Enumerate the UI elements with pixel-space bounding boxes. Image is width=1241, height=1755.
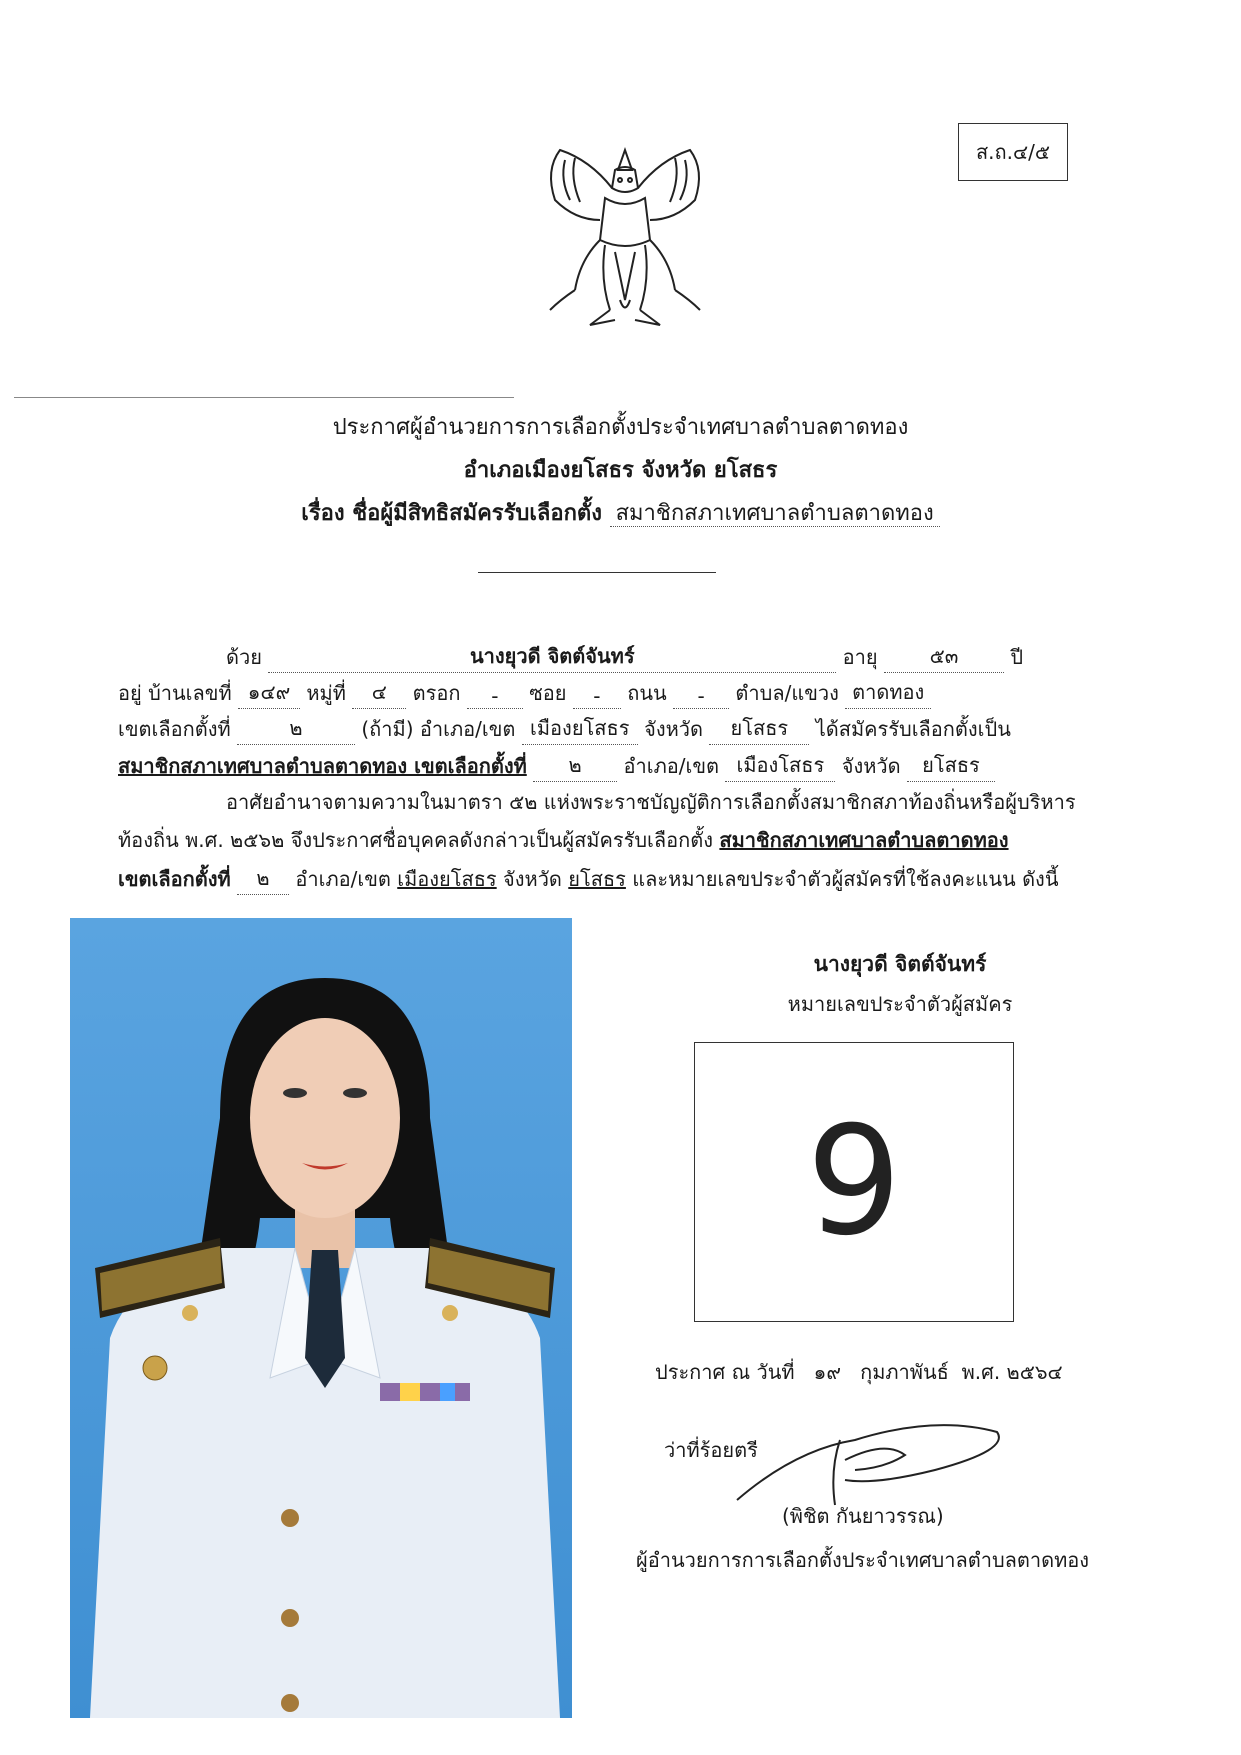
moo-value: ๔	[352, 676, 406, 709]
candidate-number-caption: หมายเลขประจำตัวผู้สมัคร	[787, 992, 1013, 1016]
garuda-emblem	[520, 140, 730, 336]
announcement-title: ประกาศผู้อำนวยการการเลือกตั้งประจำเทศบาลตำบลตาดทอง	[332, 415, 909, 440]
soi-label: ซอย	[529, 681, 567, 705]
signer-rank: ว่าที่ร้อยตรี	[664, 1438, 758, 1462]
form-code: ส.ถ.๔/๕	[975, 140, 1051, 164]
legal-text: ท้องถิ่น พ.ศ. ๒๕๖๒ จึงประกาศชื่อบุคคลดังกล่าวเป็นผู้สมัครรับเลือกตั้ง	[118, 828, 714, 852]
body-line-position	[118, 749, 995, 782]
form-code-box	[958, 123, 1068, 181]
legal-line-1: อาศัยอำนาจตามความในมาตรา ๕๒ แห่งพระราชบัญญัติการเลือกตั้งสมาชิกสภาท้องถิ่นหรือผู้บริหาร	[226, 790, 1076, 814]
year-label: ปี	[1010, 645, 1024, 669]
tambon-label: ตำบล/แขวง	[735, 681, 839, 705]
district-no-value: ๒	[237, 712, 355, 745]
announce-year: ๒๕๖๔	[1006, 1360, 1063, 1384]
legal-province-label: จังหวัด	[503, 867, 562, 891]
province-value: ยโสธร	[709, 712, 809, 745]
trok-value: -	[467, 684, 523, 709]
body-line-address	[118, 676, 931, 709]
position-district-value: ๒	[533, 749, 617, 782]
position-bold: สมาชิกสภาเทศบาลตำบลตาดทอง เขตเลือกตั้งที่	[118, 754, 527, 778]
signer-position: ผู้อำนวยการการเลือกตั้งประจำเทศบาลตำบลตาดทอง	[636, 1548, 1090, 1572]
top-divider	[14, 397, 514, 398]
amphoe-value-2: เมืองโสธร	[725, 749, 835, 782]
trok-label: ตรอก	[412, 681, 461, 705]
road-value: -	[673, 684, 729, 709]
amphoe-label-2: อำเภอ/เขต	[623, 754, 720, 778]
amphoe-label: (ถ้ามี) อำเภอ/เขต	[361, 717, 516, 741]
announce-year-prefix: พ.ศ.	[961, 1360, 1001, 1384]
announcement-date	[655, 1356, 1063, 1388]
moo-label: หมู่ที่	[306, 681, 346, 705]
candidate-name: นางยุวดี จิตต์จันทร์	[268, 640, 836, 673]
legal-position: สมาชิกสภาเทศบาลตำบลตาดทอง	[719, 828, 1009, 852]
announce-day: ๑๙	[813, 1360, 841, 1384]
candidate-card-name: นางยุวดี จิตต์จันทร์	[813, 952, 987, 976]
candidate-photo	[70, 918, 572, 1718]
announcement-subject	[0, 495, 1241, 530]
candidate-number-box	[694, 1042, 1014, 1322]
address-label: อยู่ บ้านเลขที่	[118, 681, 232, 705]
applied-label: ได้สมัครรับเลือกตั้งเป็น	[815, 717, 1011, 741]
signature	[735, 1410, 1015, 1510]
candidate-number: 9	[806, 1095, 902, 1269]
legal-line-3	[118, 862, 1059, 895]
signer-name: (พิชิต กันยาวรรณ)	[782, 1504, 944, 1528]
house-no: ๑๔๙	[238, 676, 300, 709]
province-label-2: จังหวัด	[841, 754, 901, 778]
title-underline	[478, 572, 716, 573]
province-value-2: ยโสธร	[907, 749, 995, 782]
announce-month: กุมภาพันธ์	[860, 1360, 949, 1384]
subject-prefix: เรื่อง ชื่อผู้มีสิทธิสมัครรับเลือกตั้ง	[301, 501, 602, 526]
province-label: จังหวัด	[644, 717, 703, 741]
age-value: ๕๓	[884, 640, 1004, 673]
legal-line-2	[118, 824, 1009, 856]
age-label: อายุ	[842, 645, 878, 669]
tambon-value: ตาดทอง	[845, 676, 931, 709]
legal-district-value: ๒	[237, 862, 289, 895]
body-line-district	[118, 712, 1011, 745]
announcement-subtitle: อำเภอเมืองยโสธร จังหวัด ยโสธร	[463, 458, 778, 483]
body-line-name	[226, 640, 1023, 673]
legal-province-value: ยโสธร	[568, 867, 626, 891]
legal-amphoe-value: เมืองยโสธร	[397, 867, 497, 891]
amphoe-value: เมืองยโสธร	[522, 712, 638, 745]
soi-value: -	[573, 684, 621, 709]
subject-position: สมาชิกสภาเทศบาลตำบลตาดทอง	[610, 501, 940, 527]
announce-prefix: ประกาศ ณ วันที่	[655, 1360, 795, 1384]
legal-tail: และหมายเลขประจำตัวผู้สมัครที่ใช้ลงคะแนน ดังนี้	[632, 867, 1059, 891]
by-label: ด้วย	[226, 645, 262, 669]
legal-amphoe-label: อำเภอ/เขต	[295, 867, 391, 891]
road-label: ถนน	[627, 681, 667, 705]
legal-district-label: เขตเลือกตั้งที่	[118, 867, 231, 891]
district-no-label: เขตเลือกตั้งที่	[118, 717, 231, 741]
